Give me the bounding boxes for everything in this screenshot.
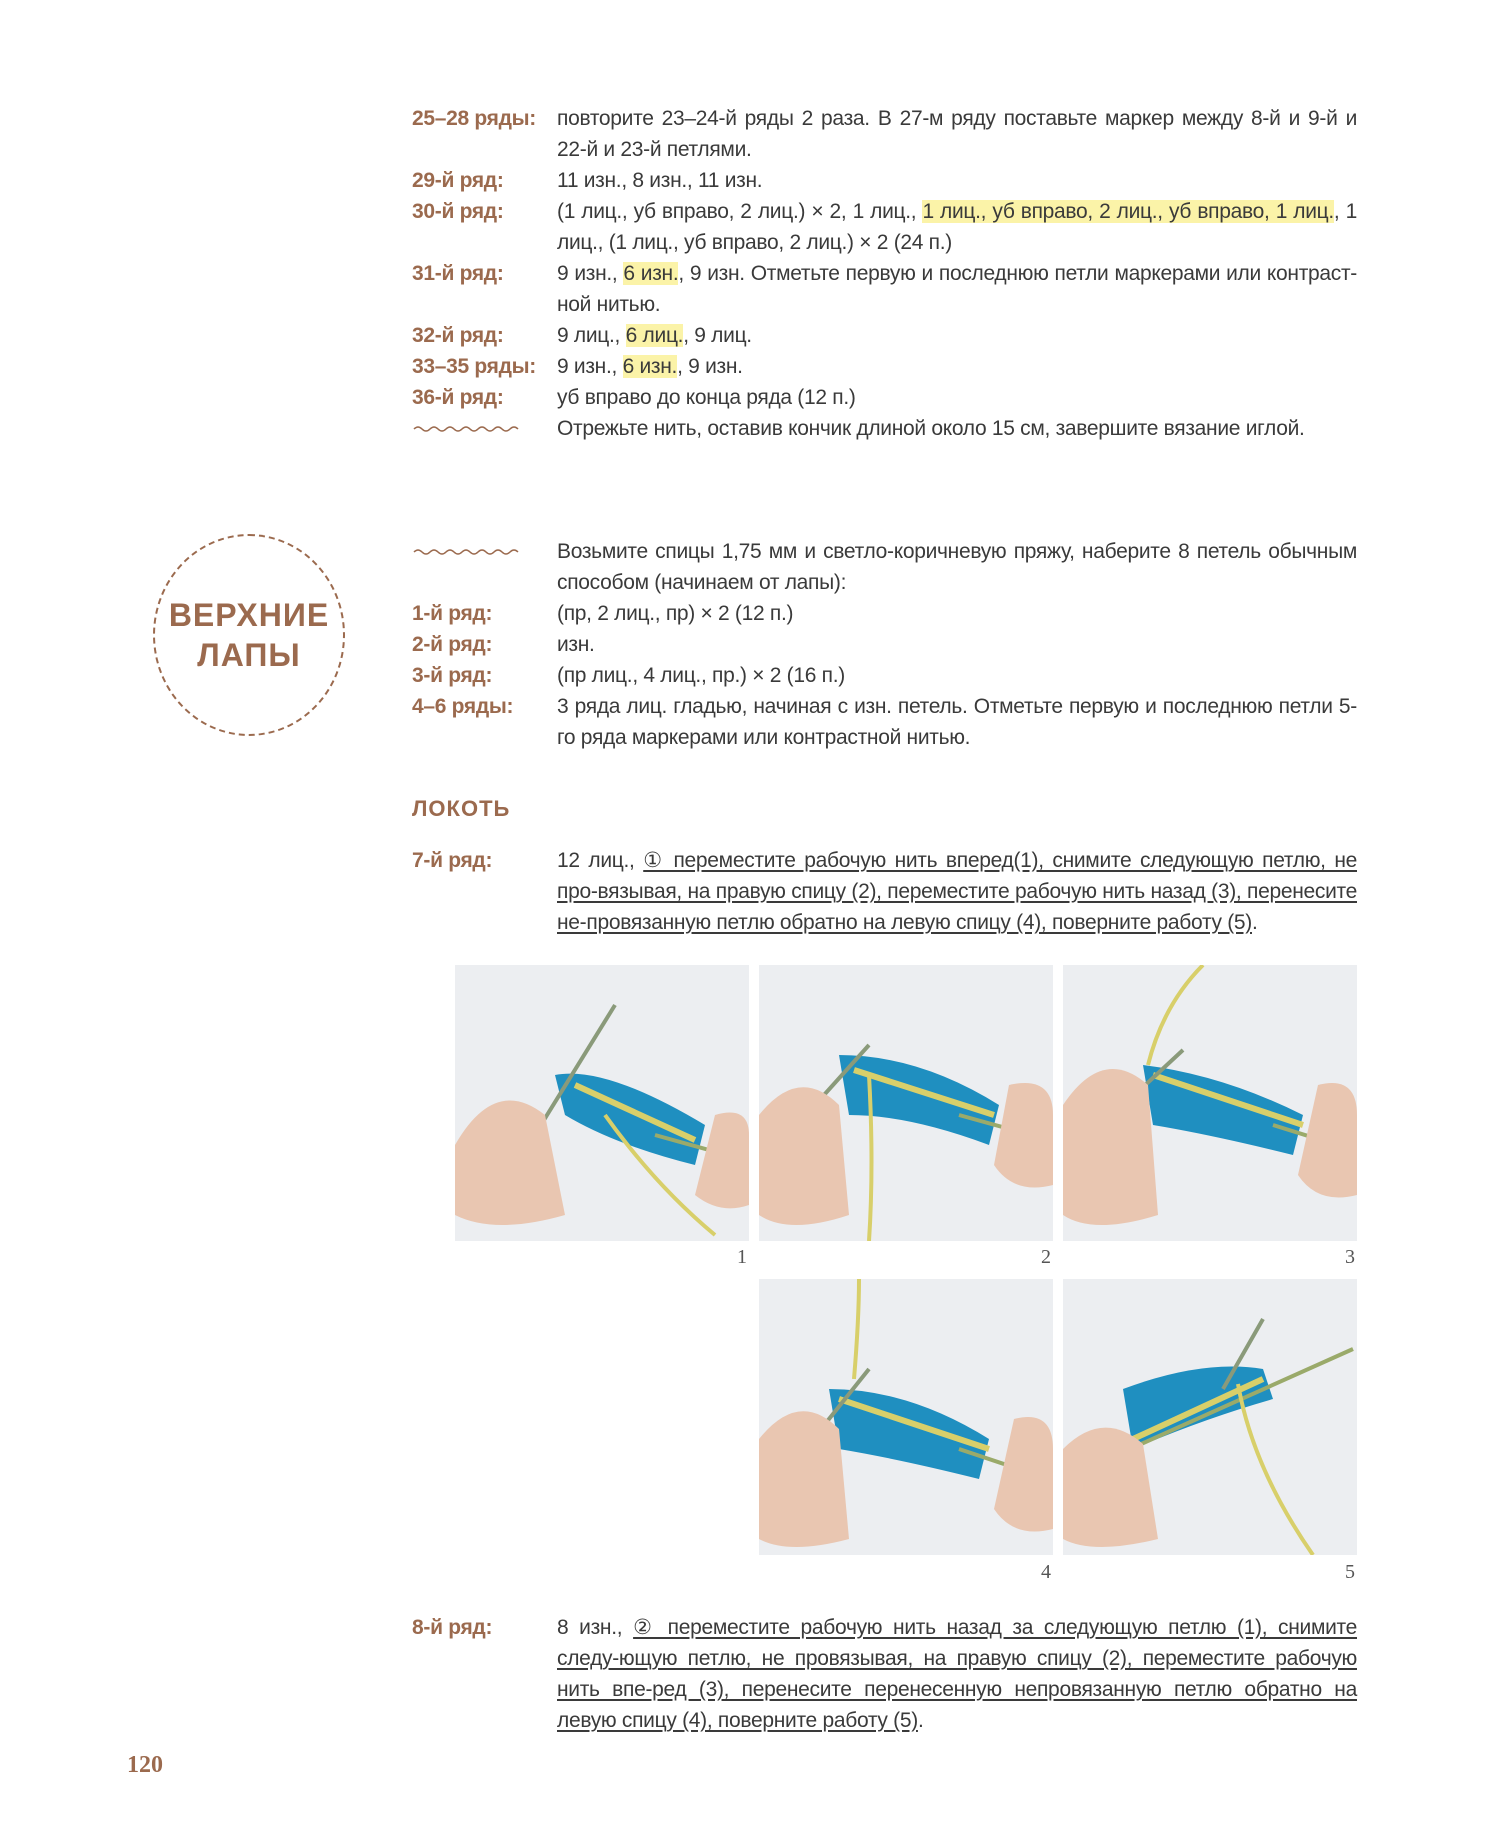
row-label: 4–6 ряды: bbox=[412, 695, 514, 718]
row-text-part: , 9 лиц. bbox=[683, 324, 752, 347]
row-text-part: , 9 изн. Отметьте первую и последнюю петли маркерами или контраст-ной нитью. bbox=[557, 262, 1357, 316]
section-title-line: ЛАПЫ bbox=[197, 637, 301, 673]
photo-number: 1 bbox=[737, 1246, 747, 1268]
highlighted-text: 6 лиц. bbox=[625, 324, 684, 347]
row-text-part: , 9 изн. bbox=[677, 355, 743, 378]
pattern-row bbox=[412, 165, 1357, 196]
pattern-row bbox=[412, 691, 1357, 753]
row-text bbox=[557, 1612, 1357, 1736]
step-photo bbox=[1063, 1279, 1357, 1555]
row-text-part: . bbox=[1252, 911, 1258, 934]
row-label: 32-й ряд: bbox=[412, 324, 504, 347]
row-label: 36-й ряд: bbox=[412, 386, 504, 409]
row-label: 31-й ряд: bbox=[412, 262, 504, 285]
row-text-part: 8 изн., bbox=[557, 1616, 634, 1639]
photo-number: 4 bbox=[1041, 1561, 1051, 1583]
highlighted-text: 6 изн. bbox=[623, 262, 679, 285]
row-label: 7-й ряд: bbox=[412, 849, 493, 872]
row-label: 30-й ряд: bbox=[412, 200, 504, 223]
row-text: (пр лиц., 4 лиц., пр.) × 2 (16 п.) bbox=[557, 664, 845, 687]
row-text-part: . bbox=[917, 1709, 924, 1732]
row-text-part: , 1 лиц., (1 лиц., уб вправо, 2 лиц.) × 2 (24 п.) bbox=[557, 200, 1358, 254]
pattern-row bbox=[412, 382, 1357, 413]
row-label: 3-й ряд: bbox=[412, 664, 493, 687]
row-text-part: 9 изн., bbox=[557, 355, 623, 378]
section-badge bbox=[153, 534, 345, 736]
row-label: 2-й ряд: bbox=[412, 633, 493, 656]
row-text: повторите 23–24-й ряды 2 раза. В 27-м ряду поставьте маркер между 8-й и 9-й и 22-й и 23-й петлями. bbox=[557, 107, 1357, 161]
subheading: ЛОКОТЬ bbox=[412, 796, 511, 821]
row-label: 33–35 ряды: bbox=[412, 355, 536, 378]
photo-number: 5 bbox=[1345, 1561, 1355, 1583]
pattern-row bbox=[412, 598, 1357, 629]
row-text: изн. bbox=[557, 633, 595, 656]
row-text: 3 ряда лиц. гладью, начиная с изн. петель. Отметьте первую и последнюю петли 5-го ряда маркерами или контрастной нитью. bbox=[557, 695, 1357, 749]
knitting-photo-illustration bbox=[1063, 965, 1357, 1241]
pattern-row bbox=[412, 413, 1357, 445]
row-label bbox=[412, 413, 557, 445]
underlined-text: ① переместите рабочую нить вперед(1), снимите следующую петлю, не про-вязывая, на правую спицу (2), переместите рабочую нить назад (3), перенесите не-провязанную петлю обратно на левую спицу (4), поверните работу (5) bbox=[557, 849, 1357, 934]
row-text-part: 9 лиц., bbox=[557, 324, 626, 347]
step-photo bbox=[1063, 965, 1357, 1241]
section-title-line: ВЕРХНИЕ bbox=[168, 597, 330, 633]
row-label: 25–28 ряды: bbox=[412, 107, 536, 130]
knitting-photo-illustration bbox=[455, 965, 749, 1241]
photo-number: 3 bbox=[1345, 1246, 1355, 1268]
row-text bbox=[557, 320, 1357, 351]
section-title bbox=[169, 595, 329, 675]
pattern-row bbox=[412, 1612, 1357, 1736]
row-text: Отрежьте нить, оставив кончик длиной около 15 см, завершите вязание иглой. bbox=[557, 417, 1305, 440]
pattern-row bbox=[412, 536, 1357, 598]
step-photo bbox=[759, 965, 1053, 1241]
row-label: 29-й ряд: bbox=[412, 169, 504, 192]
row-text: уб вправо до конца ряда (12 п.) bbox=[557, 386, 856, 409]
row-label bbox=[412, 536, 557, 598]
photo-number: 2 bbox=[1041, 1246, 1051, 1268]
row-text: Возьмите спицы 1,75 мм и светло-коричневую пряжу, наберите 8 петель обычным способом (начинаем от лапы): bbox=[557, 540, 1357, 594]
page-number: 120 bbox=[127, 1752, 163, 1778]
step-photo bbox=[455, 965, 749, 1241]
pattern-row bbox=[412, 351, 1357, 382]
pattern-row bbox=[412, 196, 1357, 258]
row-text-part: 9 изн., bbox=[557, 262, 624, 285]
step-photo bbox=[759, 1279, 1053, 1555]
underlined-text: ② переместите рабочую нить назад за следующую петлю (1), снимите следу-ющую петлю, не провязывая, на правую спицу (2), переместите рабочую нить впе-ред (3), перенесите перенесенную непровязанную петлю обратно на левую спицу (4), поверните работу (5) bbox=[557, 1616, 1357, 1732]
knitting-photo-illustration bbox=[1063, 1279, 1357, 1555]
row-label: 1-й ряд: bbox=[412, 602, 493, 625]
row-text bbox=[557, 845, 1357, 938]
row-text-part: (1 лиц., уб вправо, 2 лиц.) × 2, 1 лиц., bbox=[557, 200, 923, 223]
row-text: 11 изн., 8 изн., 11 изн. bbox=[557, 169, 763, 192]
knitting-photo-illustration bbox=[759, 965, 1053, 1241]
highlighted-text: 6 изн. bbox=[622, 355, 678, 378]
pattern-row bbox=[412, 320, 1357, 351]
pattern-row bbox=[412, 258, 1357, 320]
knitting-photo-illustration bbox=[759, 1279, 1053, 1555]
row-label: 8-й ряд: bbox=[412, 1616, 493, 1639]
pattern-row bbox=[412, 845, 1357, 938]
pattern-row bbox=[412, 629, 1357, 660]
pattern-row bbox=[412, 660, 1357, 691]
wave-divider-icon bbox=[412, 422, 522, 436]
row-text: (пр, 2 лиц., пр) × 2 (12 п.) bbox=[557, 602, 794, 625]
row-text bbox=[557, 196, 1357, 258]
row-text-part: 12 лиц., bbox=[557, 849, 644, 872]
wave-divider-icon bbox=[412, 545, 522, 559]
pattern-row bbox=[412, 103, 1357, 165]
row-text bbox=[557, 258, 1357, 320]
row-text bbox=[557, 351, 1357, 382]
highlighted-text: 1 лиц., уб вправо, 2 лиц., уб вправо, 1 лиц. bbox=[922, 200, 1334, 223]
